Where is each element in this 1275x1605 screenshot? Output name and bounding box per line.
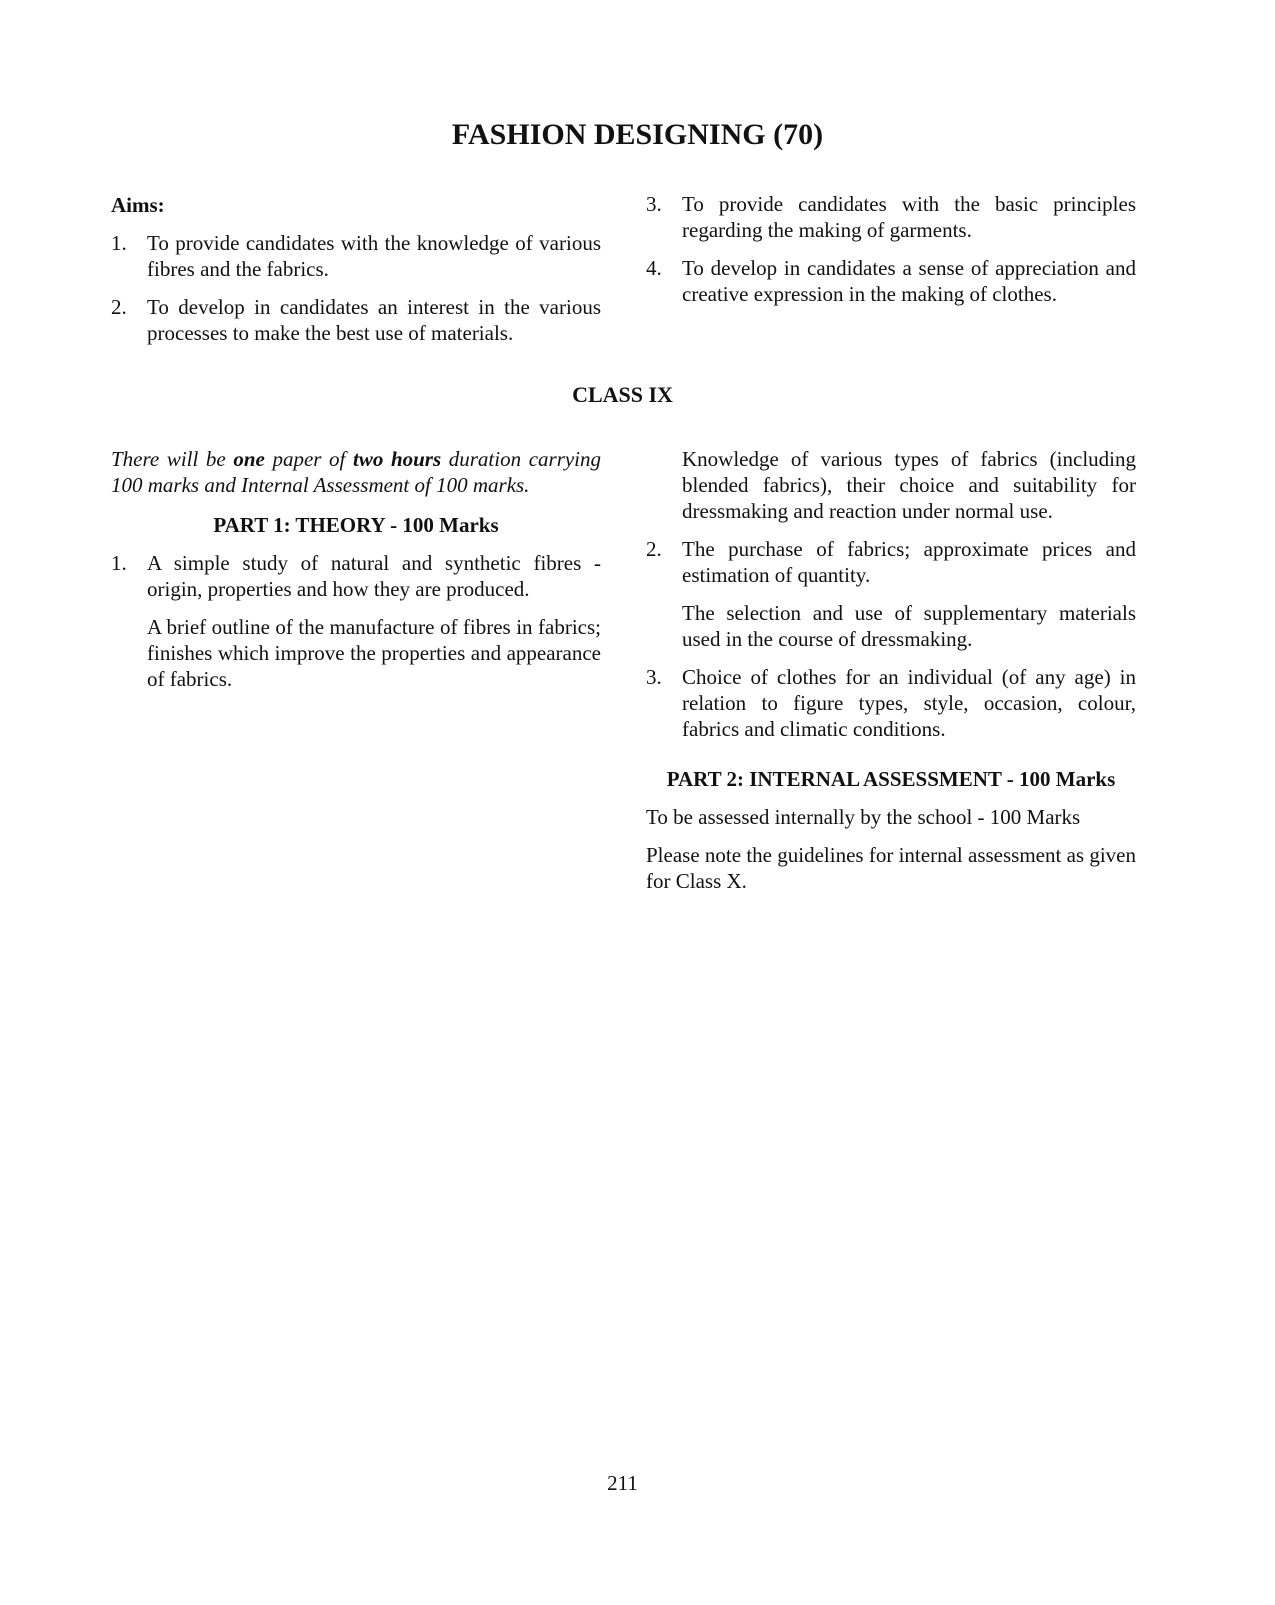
- theory-item-2: [646, 536, 1136, 588]
- theory-paragraph: A brief outline of the manufacture of fibres in fabrics; finishes which improve the properties and appearance of fabrics.: [147, 615, 601, 691]
- class-right-column: [646, 446, 1136, 906]
- intro-text: duration carrying 100 marks and Internal Assessment of 100 marks.: [111, 447, 602, 497]
- aim-item-1: [111, 230, 601, 282]
- aim-text: To provide candidates with the knowledge of various fibres and the fabrics.: [147, 231, 601, 281]
- theory-number: 2.: [646, 537, 662, 561]
- page-number: 211: [607, 1471, 638, 1495]
- aim-number: 4.: [646, 256, 662, 280]
- theory-paragraph: The selection and use of supplementary materials used in the course of dressmaking.: [682, 601, 1136, 651]
- theory-item-3: [646, 664, 1136, 742]
- aim-number: 2.: [111, 295, 127, 319]
- aim-text: To provide candidates with the basic principles regarding the making of garments.: [682, 192, 1136, 242]
- part2-assessed-text: To be assessed internally by the school - 100 Marks: [646, 805, 1081, 829]
- aim-number: 3.: [646, 192, 662, 216]
- page-title: FASHION DESIGNING (70): [451, 118, 824, 151]
- part1-heading: PART 1: THEORY - 100 Marks: [213, 513, 499, 537]
- class-heading: CLASS IX: [572, 382, 673, 407]
- intro-bold-two-hours: two hours: [353, 447, 442, 471]
- aim-item-3: [646, 191, 1136, 243]
- theory-text: A simple study of natural and synthetic fibres - origin, properties and how they are produced.: [147, 551, 601, 601]
- aim-text: To develop in candidates an interest in the various processes to make the best use of materials.: [147, 295, 601, 345]
- theory-text: Choice of clothes for an individual (of any age) in relation to figure types, style, occasion, colour, fabrics and climatic conditions.: [682, 665, 1136, 741]
- part2-guidelines-text: Please note the guidelines for internal assessment as given for Class X.: [646, 843, 1136, 893]
- part2-heading: PART 2: INTERNAL ASSESSMENT - 100 Marks: [666, 767, 1116, 791]
- aim-item-4: [646, 255, 1136, 307]
- theory-number: 3.: [646, 665, 662, 689]
- intro-bold-one: one: [233, 447, 265, 471]
- theory-paragraph: Knowledge of various types of fabrics (including blended fabrics), their choice and suitability for dressmaking and reaction under normal use.: [682, 447, 1136, 523]
- aims-left-column: [111, 192, 601, 358]
- theory-item-1: [111, 550, 601, 602]
- intro-paragraph: [111, 446, 601, 498]
- aim-number: 1.: [111, 231, 127, 255]
- aim-item-2: [111, 294, 601, 346]
- aims-heading: Aims:: [111, 193, 165, 217]
- intro-text: paper of: [264, 447, 353, 471]
- theory-text: The purchase of fabrics; approximate prices and estimation of quantity.: [682, 537, 1136, 587]
- aim-text: To develop in candidates a sense of appreciation and creative expression in the making of clothes.: [682, 256, 1136, 306]
- intro-text: There will be: [111, 447, 234, 471]
- theory-number: 1.: [111, 551, 127, 575]
- aims-right-column: [646, 191, 1136, 319]
- class-left-column: [111, 446, 601, 704]
